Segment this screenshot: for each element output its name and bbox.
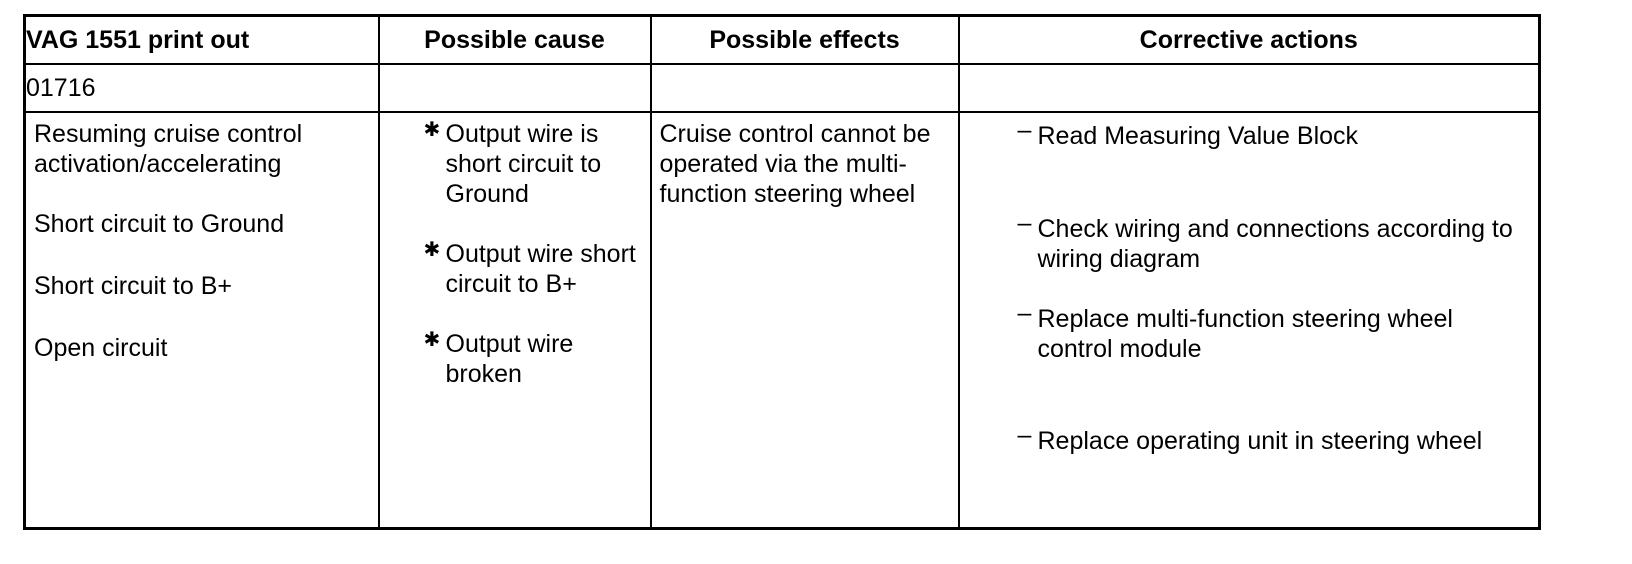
list-item: [1017, 116, 1533, 151]
fault-code-row: [25, 64, 1540, 112]
fault-line: Open circuit: [34, 334, 168, 362]
diagnostic-table: [23, 14, 1541, 530]
header-vag-printout: VAG 1551 print out: [25, 16, 379, 65]
empty-cell: [379, 64, 651, 112]
fault-line: Short circuit to B+: [34, 272, 232, 300]
fault-description-cell: [25, 112, 379, 529]
list-item: [423, 239, 644, 299]
fault-line: Short circuit to Ground: [34, 210, 285, 238]
bullet-icon: ✱: [423, 239, 441, 261]
cause-list: [380, 113, 650, 389]
fault-code: 01716: [25, 64, 379, 112]
cause-text: Output wire broken: [445, 330, 574, 388]
bullet-icon: ✱: [423, 119, 441, 141]
fault-title: Resuming cruise control activation/accelerating: [34, 120, 303, 178]
fault-detail-row: [25, 112, 1540, 529]
empty-cell: [651, 64, 959, 112]
possible-cause-cell: [379, 112, 651, 529]
bullet-icon: ✱: [423, 329, 441, 351]
action-text: Replace operating unit in steering wheel: [1037, 427, 1483, 455]
cause-text: Output wire short circuit to B+: [445, 240, 636, 298]
header-row: [25, 16, 1540, 65]
cause-text: Output wire is short circuit to Ground: [445, 120, 602, 208]
header-corrective-actions: Corrective actions: [959, 16, 1540, 65]
header-possible-cause: Possible cause: [379, 16, 651, 65]
header-possible-effects: Possible effects: [651, 16, 959, 65]
dash-icon: –: [1017, 116, 1032, 144]
action-text: Replace multi-function steering wheel control module: [1037, 305, 1453, 363]
possible-effects-cell: [651, 112, 959, 529]
action-text: Check wiring and connections according to wiring diagram: [1037, 215, 1513, 273]
list-item: [423, 119, 644, 209]
corrective-actions-cell: [959, 112, 1540, 529]
list-item: [423, 329, 644, 389]
list-item: [1017, 299, 1533, 364]
list-item: [1017, 421, 1533, 456]
dash-icon: –: [1017, 299, 1032, 327]
empty-cell: [959, 64, 1540, 112]
effects-text: Cruise control cannot be operated via the multi-function steering wheel: [659, 120, 931, 208]
dash-icon: –: [1017, 209, 1032, 237]
list-item: [1017, 209, 1533, 274]
dash-icon: –: [1017, 421, 1032, 449]
action-list: [960, 113, 1539, 456]
action-text: Read Measuring Value Block: [1037, 122, 1359, 150]
